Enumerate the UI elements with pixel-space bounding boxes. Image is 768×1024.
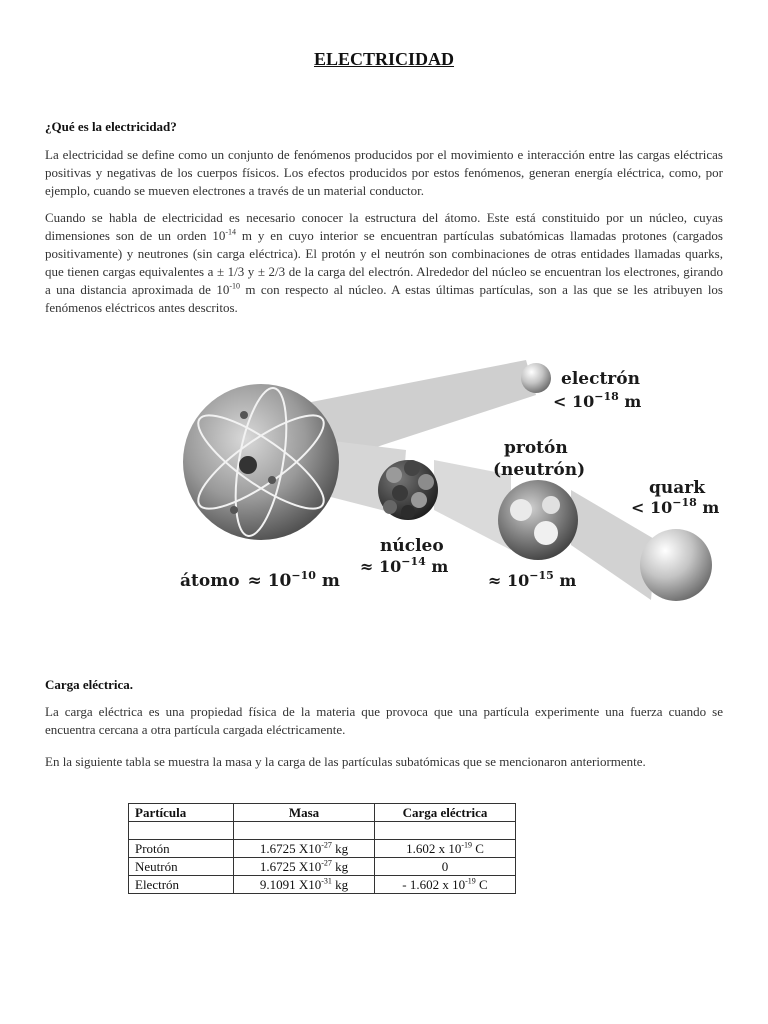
particle-name: Electrón [129, 876, 234, 894]
p2-exponent-1: -14 [225, 227, 237, 237]
table-row [129, 876, 516, 894]
particles-table [128, 803, 516, 894]
table-row [129, 840, 516, 858]
p2-text-b: m y en cuyo interior se encuentran partículas subatómicas llamadas protones (cargados positivamente) y neutrones (sin carga eléctrica). El protón y el neutrón son combinaciones de otras entidades llamadas quarks, que tienen cargas equivalentes a ± 1/3 y ± 2/3 de la carga del electrón. Alrededor del núcleo se encuentran los electrones, girando a una distancia aproximada de 10 [45, 228, 723, 297]
paragraph-charge-definition: La carga eléctrica es una propiedad física de la materia que provoca que una partícula experimente una fuerza cuando se encuentra cercana a otra partícula cargada eléctricamente. [45, 704, 723, 737]
quark-label: quark [649, 478, 705, 498]
nucleus-label: núcleo [380, 536, 444, 556]
paragraph-table-intro: En la siguiente tabla se muestra la masa y la carga de las partículas subatómicas que se mencionaron anteriormente. [45, 754, 646, 769]
particle-mass: 1.6725 $X10^{-27}$ kg [234, 858, 375, 876]
proton-label: protón [504, 438, 568, 458]
page-title: ELECTRICIDAD [313, 49, 455, 69]
table-header-row [129, 804, 516, 822]
neutron-label: (neutrón) [493, 460, 586, 480]
paragraph-atom-structure [45, 209, 723, 317]
electron-size-label: < $10^{-18}$ m [553, 390, 642, 411]
particle-name: Neutrón [129, 858, 234, 876]
quark-sphere [640, 529, 712, 601]
p2-text-c: m con respecto al núcleo. A estas últimas partículas, son a las que se les atribuyen los fenómenos eléctricos antes descritos. [45, 282, 723, 315]
particle-mass: 9.1091 $X10^{-31}$ kg [234, 876, 375, 894]
p2-text-a: Cuando se habla de electricidad es necesario conocer la estructura del átomo. Este está constituido por un núcleo, cuyas dimensiones son de un orden 10 [45, 210, 723, 243]
atom-scale-figure [176, 350, 726, 608]
particle-charge: 1.602 x $10^{-19}$ C [375, 840, 516, 858]
table-empty-row [129, 822, 516, 840]
col-header-charge: Carga eléctrica [375, 804, 516, 822]
section-heading-carga: Carga eléctrica. [45, 677, 134, 692]
atom-sphere [183, 384, 339, 540]
col-header-particle: Partícula [129, 804, 234, 822]
atom-label: átomo ≈ $10^{-10}$ m [180, 569, 340, 591]
electron-label: electrón [561, 369, 640, 389]
section-heading-electricidad: ¿Qué es la electricidad? [45, 119, 177, 134]
atom-scale-illustration [176, 350, 726, 608]
particle-charge: 0 [375, 858, 516, 876]
col-header-mass: Masa [234, 804, 375, 822]
particle-mass: 1.6725 $X10^{-27}$ kg [234, 840, 375, 858]
electron-sphere [521, 363, 551, 393]
nucleus-size-label: ≈ $10^{-14}$ m [360, 555, 449, 576]
paragraph-definition: La electricidad se define como un conjunto de fenómenos producidos por el movimiento e interacción entre las cargas eléctricas positivas y negativas de los cuerpos físicos. Los efectos producidos por estos fenómenos, generan energía eléctrica, como, por ejemplo, cuando se mueven electrones a través de un material conductor. [45, 147, 723, 198]
particle-charge: - 1.602 x $10^{-19}$ C [375, 876, 516, 894]
proton-size-label: ≈ $10^{-15}$ m [488, 569, 577, 590]
p2-exponent-2: -10 [229, 281, 241, 291]
table-row [129, 858, 516, 876]
nucleus-cluster [378, 460, 438, 520]
proton-sphere [498, 480, 578, 560]
quark-size-label: < $10^{-18}$ m [631, 496, 720, 517]
particle-name: Protón [129, 840, 234, 858]
